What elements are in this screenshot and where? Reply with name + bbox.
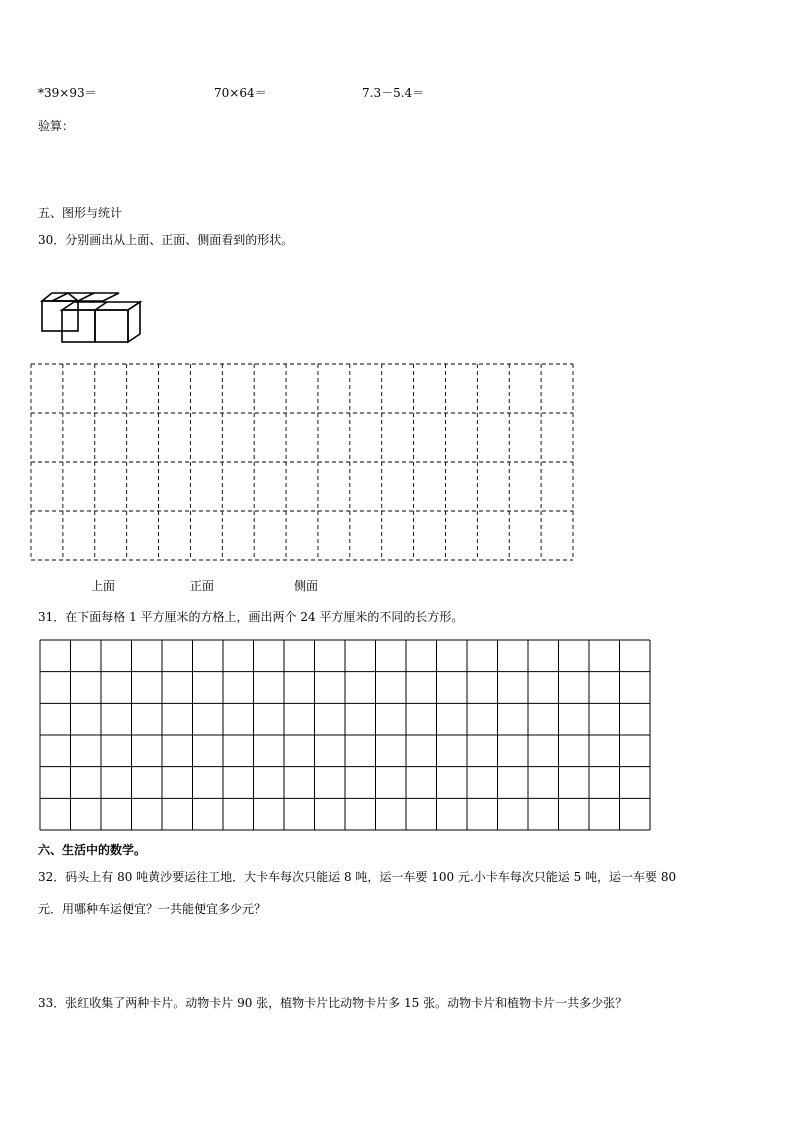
section6-title: 六、生活中的数学。: [38, 843, 147, 857]
question-31: 31．在下面每格 1 平方厘米的方格上，画出两个 24 平方厘米的不同的长方形。: [38, 610, 464, 624]
question-30: 30．分别画出从上面、正面、侧面看到的形状。: [38, 233, 294, 247]
cube-stack-figure: [40, 292, 150, 348]
view-label-front: 正面: [190, 579, 215, 593]
calc-expr-3: 7.3－5.4＝: [362, 86, 425, 100]
question-32-line1: 32．码头上有 80 吨黄沙要运往工地．大卡车每次只能运 8 吨，运一车要 100 元.小卡车每次只能运 5 吨，运一车要 80: [38, 870, 677, 884]
calc-expr-1: *39×93＝: [38, 86, 97, 100]
view-label-top: 上面: [91, 579, 116, 593]
view-drawing-grid[interactable]: [30, 363, 574, 561]
question-32-line2: 元．用哪种车运便宜？一共能便宜多少元？: [38, 902, 267, 916]
square-cm-grid[interactable]: [39, 639, 651, 831]
view-label-side: 侧面: [294, 579, 319, 593]
section5-title: 五、图形与统计: [38, 206, 123, 220]
verify-label: 验算：: [38, 119, 75, 133]
calc-expr-2: 70×64＝: [214, 86, 267, 100]
question-33: 33．张红收集了两种卡片。动物卡片 90 张，植物卡片比动物卡片多 15 张。动物卡片和植物卡片一共多少张？: [38, 996, 628, 1010]
